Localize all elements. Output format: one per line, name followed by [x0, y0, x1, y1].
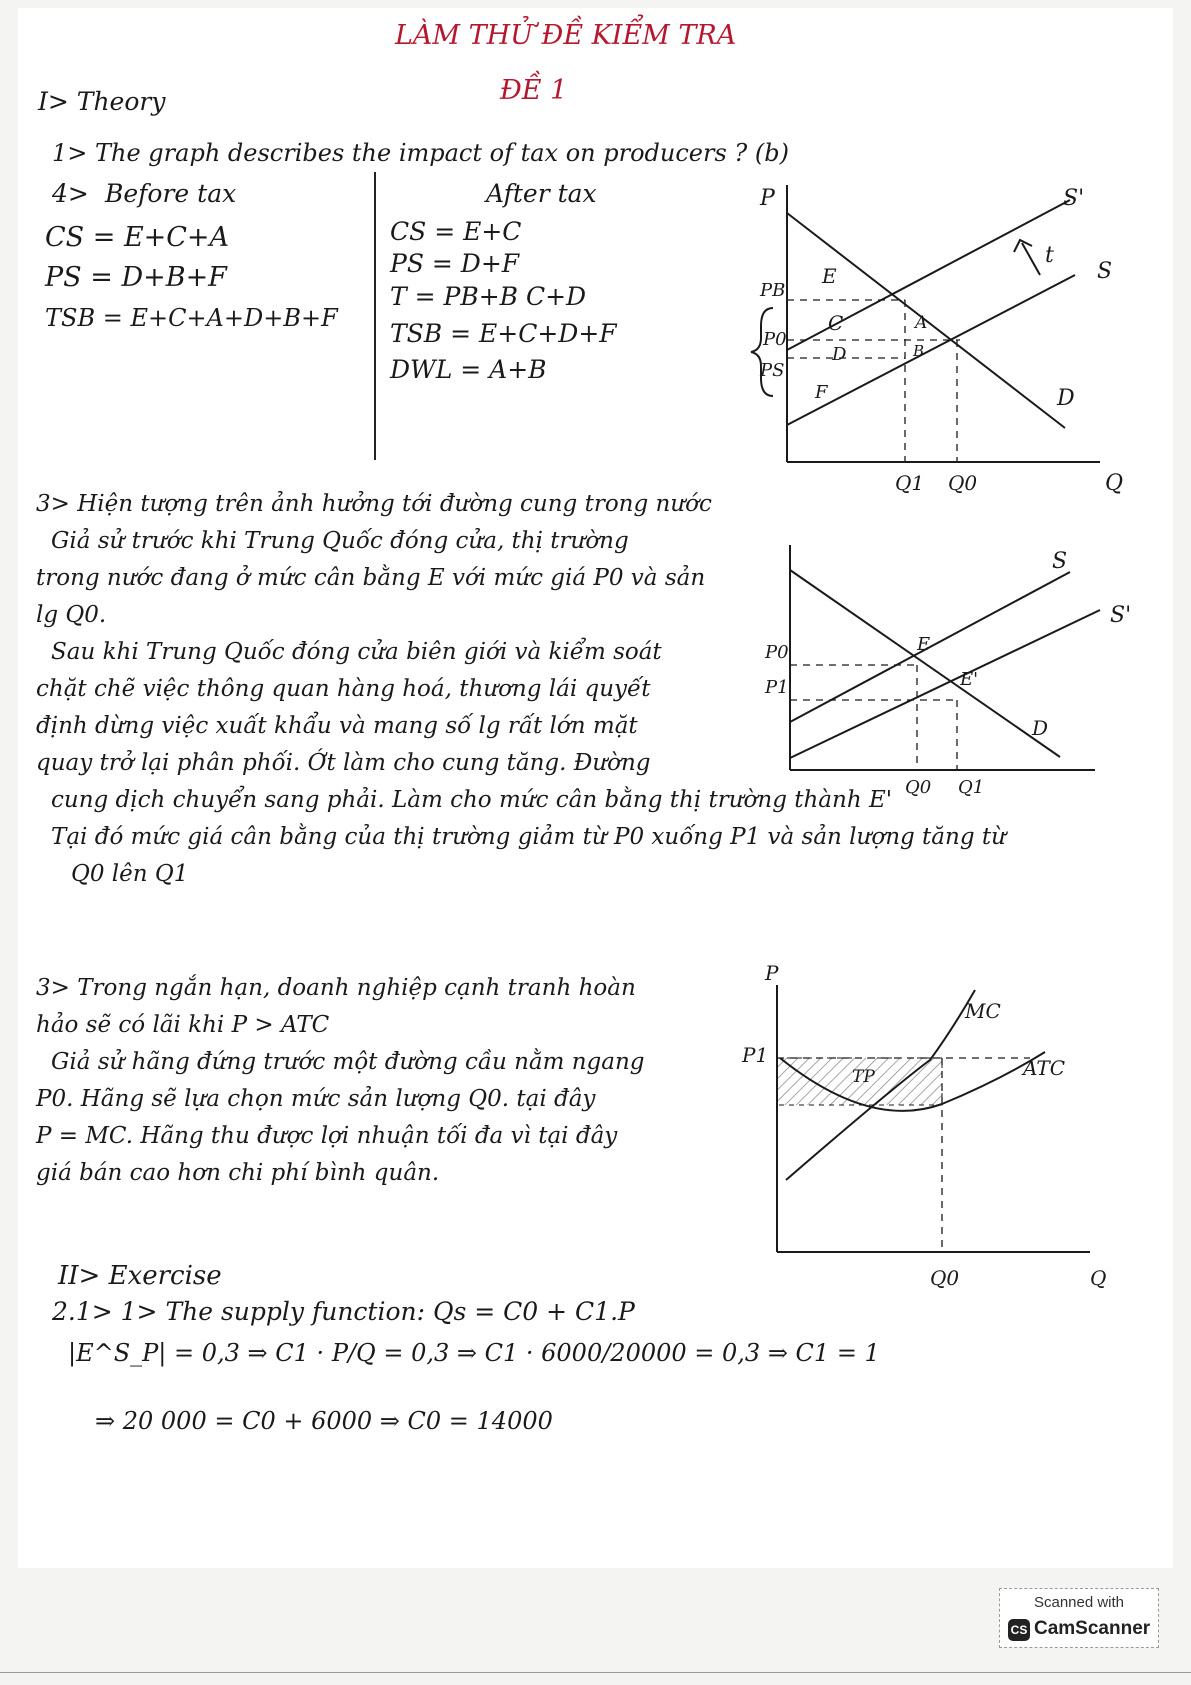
after-dwl: DWL = A+B	[390, 355, 547, 384]
after-ps: PS = D+F	[390, 249, 520, 278]
q3-line-4: P0. Hãng sẽ lựa chọn mức sản lượng Q0. tại đây	[36, 1086, 596, 1112]
section-theory-heading: I> Theory	[38, 87, 166, 116]
graph1-area-d: D	[832, 344, 847, 365]
graph3-p-label: P	[765, 961, 779, 985]
graph3-mc-label: MC	[965, 999, 1001, 1023]
q1-sub-label: 4>	[52, 179, 89, 208]
graph3-p1-label: P1	[742, 1043, 769, 1067]
q2-line-7: định dừng việc xuất khẩu và mang số lg rất lớn mặt	[36, 713, 638, 739]
page-title: LÀM THỬ ĐỀ KIỂM TRA	[395, 20, 737, 51]
bottom-divider	[0, 1672, 1191, 1673]
q2-line-3: trong nước đang ở mức cân bằng E với mức giá P0 và sản	[36, 565, 706, 591]
camscanner-brand: CamScanner	[1034, 1618, 1151, 1639]
graph1-s-label: S	[1097, 259, 1113, 284]
graph2-s-prime-label: S'	[1110, 603, 1132, 628]
q3-line-5: P = MC. Hãng thu được lợi nhuận tối đa vì tại đây	[36, 1123, 618, 1149]
q2-line-1: 3> Hiện tượng trên ảnh hưởng tới đường cung trong nước	[36, 491, 712, 517]
graph1-area-c: C	[828, 311, 844, 335]
graph2-e-prime-label: E'	[960, 669, 979, 690]
graph2-s-label: S	[1052, 549, 1068, 574]
exercise-line-1: 2.1> 1> The supply function: Qs = C0 + C1.P	[52, 1297, 635, 1326]
q3-line-2: hảo sẽ có lãi khi P > ATC	[36, 1012, 330, 1038]
after-tsb: TSB = E+C+D+F	[390, 319, 617, 348]
graph1-q1-label: Q1	[895, 471, 925, 495]
graph1-p0-label: P0	[763, 329, 787, 350]
graph1-d-label: D	[1057, 386, 1075, 411]
camscanner-logo-icon: CS	[1008, 1619, 1030, 1641]
q2-line-5: Sau khi Trung Quốc đóng cửa biên giới và kiểm soát	[51, 639, 662, 665]
graph3-atc-label: ATC	[1023, 1056, 1065, 1080]
graph1-s-prime-label: S'	[1063, 186, 1085, 211]
camscanner-badge	[999, 1588, 1159, 1648]
before-ps: PS = D+B+F	[45, 262, 227, 293]
before-cs: CS = E+C+A	[45, 222, 230, 253]
after-tax-revenue: T = PB+B C+D	[390, 282, 587, 311]
exercise-line-2: |E^S_P| = 0,3 ⇒ C1 · P/Q = 0,3 ⇒ C1 · 6000/20000 = 0,3 ⇒ C1 = 1	[68, 1339, 880, 1367]
q2-line-11: Q0 lên Q1	[71, 861, 189, 887]
after-cs: CS = E+C	[390, 217, 522, 246]
q2-line-6: chặt chẽ việc thông quan hàng hoá, thương lái quyết	[36, 676, 651, 702]
before-tax-heading: Before tax	[105, 179, 237, 208]
exercise-line-3: ⇒ 20 000 = C0 + 6000 ⇒ C0 = 14000	[95, 1407, 553, 1435]
page-subtitle: ĐỀ 1	[500, 75, 568, 106]
graph3-tp-label: TP	[852, 1067, 875, 1087]
before-tsb: TSB = E+C+A+D+B+F	[45, 304, 338, 332]
q2-line-4: lg Q0.	[36, 602, 107, 628]
graph1-tax-label: t	[1045, 243, 1054, 268]
scanned-with-text: Scanned with	[1033, 1594, 1125, 1611]
graph1-area-f: F	[815, 382, 828, 403]
after-tax-heading: After tax	[486, 179, 597, 208]
graph1-area-a: A	[915, 313, 928, 333]
q3-line-3: Giả sử hãng đứng trước một đường cầu nằm ngang	[51, 1049, 645, 1075]
graph3-q0-label: Q0	[930, 1266, 960, 1290]
q2-line-10: Tại đó mức giá cân bằng của thị trường giảm từ P0 xuống P1 và sản lượng tăng từ	[51, 824, 1006, 850]
graph1-area-b: B	[913, 342, 925, 360]
graph3-q-label: Q	[1090, 1266, 1107, 1290]
q2-line-2: Giả sử trước khi Trung Quốc đóng cửa, thị trường	[51, 528, 629, 554]
graph1-p-label: P	[760, 186, 775, 211]
graph2-p1-label: P1	[765, 677, 789, 698]
graph2-e-label: E	[917, 634, 931, 655]
graph1-ps-label: PS	[760, 360, 785, 381]
exercise-heading: II> Exercise	[58, 1261, 222, 1291]
graph2-q1-label: Q1	[958, 777, 985, 798]
graph2-p0-label: P0	[765, 642, 789, 663]
q2-line-8: quay trở lại phân phối. Ớt làm cho cung tăng. Đường	[36, 750, 651, 776]
q1-question: 1> The graph describes the impact of tax on producers ? (b)	[52, 139, 790, 167]
graph2-q0-label: Q0	[905, 777, 932, 798]
q3-line-6: giá bán cao hơn chi phí bình quân.	[36, 1160, 440, 1186]
q3-line-1: 3> Trong ngắn hạn, doanh nghiệp cạnh tranh hoàn	[36, 975, 636, 1001]
graph1-q-label: Q	[1105, 471, 1124, 496]
graph1-area-e: E	[822, 264, 837, 288]
graph2-d-label: D	[1032, 716, 1049, 740]
graph1-q0-label: Q0	[948, 471, 978, 495]
q2-line-9: cung dịch chuyển sang phải. Làm cho mức cân bằng thị trường thành E'	[51, 787, 893, 813]
graph1-pb-label: PB	[760, 280, 786, 301]
